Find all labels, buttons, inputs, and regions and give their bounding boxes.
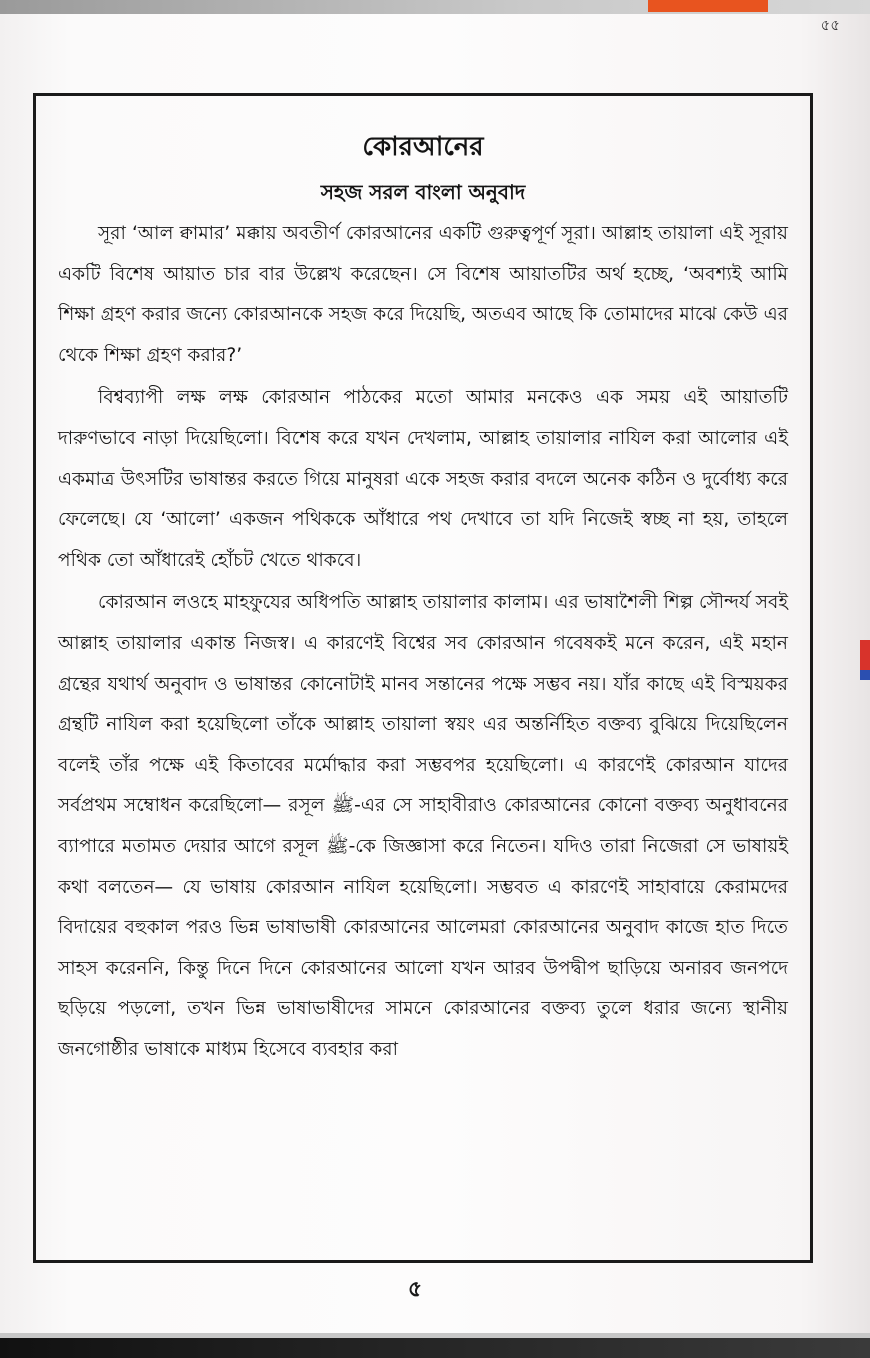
text-frame: [33, 93, 813, 1263]
page-title: কোরআনের: [362, 132, 484, 162]
paragraph-2: বিশ্বব্যাপী লক্ষ লক্ষ কোরআন পাঠকের মতো আমার মনকেও এক সময় এই আয়াতটি দারুণভাবে নাড়া দিয়েছিলো। বিশেষ করে যখন দেখলাম, আল্লাহ তায়ালার নাযিল করা আলোর এই একমাত্র উৎসটির ভাষান্তর করতে গিয়ে মানুষরা একে সহজ করার বদলে অনেক কঠিন ও দুর্বোধ্য করে ফেলেছে। যে ‘আলো’ একজন পথিককে আঁধারে পথ দেখাবে তা যদি নিজেই স্বচ্ছ না হয়, তাহলে পথিক তো আঁধারেই হোঁচট খেতে থাকবে।: [58, 387, 788, 571]
running-head: ৫৫: [820, 16, 840, 34]
paragraph-1: সূরা ‘আল ক্বামার’ মক্কায় অবতীর্ণ কোরআনের একটি গুরুত্বপূর্ণ সূরা। আল্লাহ তায়ালা এই সূরায় একটি বিশেষ আয়াত চার বার উল্লেখ করেছেন। সে বিশেষ আয়াতটির অর্থ হচ্ছে, ‘অবশ্যই আমি শিক্ষা গ্রহণ করার জন্যে কোরআনকে সহজ করে দিয়েছি, অতএব আছে কি তোমাদের মাঝে কেউ এর থেকে শিক্ষা গ্রহণ করার?’: [58, 223, 788, 366]
paragraph-3: কোরআন লওহে মাহফুযের অধিপতি আল্লাহ তায়ালার কালাম। এর ভাষাশৈলী শিল্প সৌন্দর্য সবই আল্লাহ তায়ালার একান্ত নিজস্ব। এ কারণেই বিশ্বের সব কোরআন গবেষকই মনে করেন, এই মহান গ্রন্থের যথার্থ অনুবাদ ও ভাষান্তর কোনোটাই মানব সন্তানের পক্ষে সম্ভব নয়। যাঁর কাছে এই বিস্ময়কর গ্রন্থটি নাযিল করা হয়েছিলো তাঁকে আল্লাহ তায়ালা স্বয়ং এর অন্তর্নিহিত বক্তব্য বুঝিয়ে দিয়েছিলেন বলেই তাঁর পক্ষে এই কিতাবের মর্মোদ্ধার করা সম্ভবপর হয়েছিলো। এ কারণেই কোরআন যাদের সর্বপ্রথম সম্বোধন করেছিলো— রসূল ﷺ-এর সে সাহাবীরাও কোরআনের কোনো বক্তব্য অনুধাবনের ব্যাপারে মতামত দেয়ার আগে রসূল ﷺ-কে জিজ্ঞাসা করে নিতেন। যদিও তারা নিজেরা সে ভাষায়ই কথা বলতেন— যে ভাষায় কোরআন নাযিল হয়েছিলো। সম্ভবত এ কারণেই সাহাবায়ে কেরামদের বিদায়ের বহুকাল পরও ভিন্ন ভাষাভাষী কোরআনের আলেমরা কোরআনের অনুবাদ কাজে হাত দিতে সাহস করেননি, কিন্তু দিনে দিনে কোরআনের আলো যখন আরব উপদ্বীপ ছাড়িয়ে অনারব জনপদে ছড়িয়ে পড়লো, তখন ভিন্ন ভাষাভাষীদের সামনে কোরআনের বক্তব্য তুলে ধরার জন্যে স্থানীয় জনগোষ্ঠীর ভাষাকে মাধ্যম হিসেবে ব্যবহার করা: [58, 592, 788, 1060]
right-edge-tab-blue: [860, 670, 870, 680]
right-edge-tab: [860, 640, 870, 670]
page-number: ৫: [407, 1277, 423, 1302]
bottom-edge-strip: [0, 1338, 870, 1358]
page-subtitle: সহজ সরল বাংলা অনুবাদ: [320, 180, 526, 204]
top-color-accent: [648, 0, 768, 12]
